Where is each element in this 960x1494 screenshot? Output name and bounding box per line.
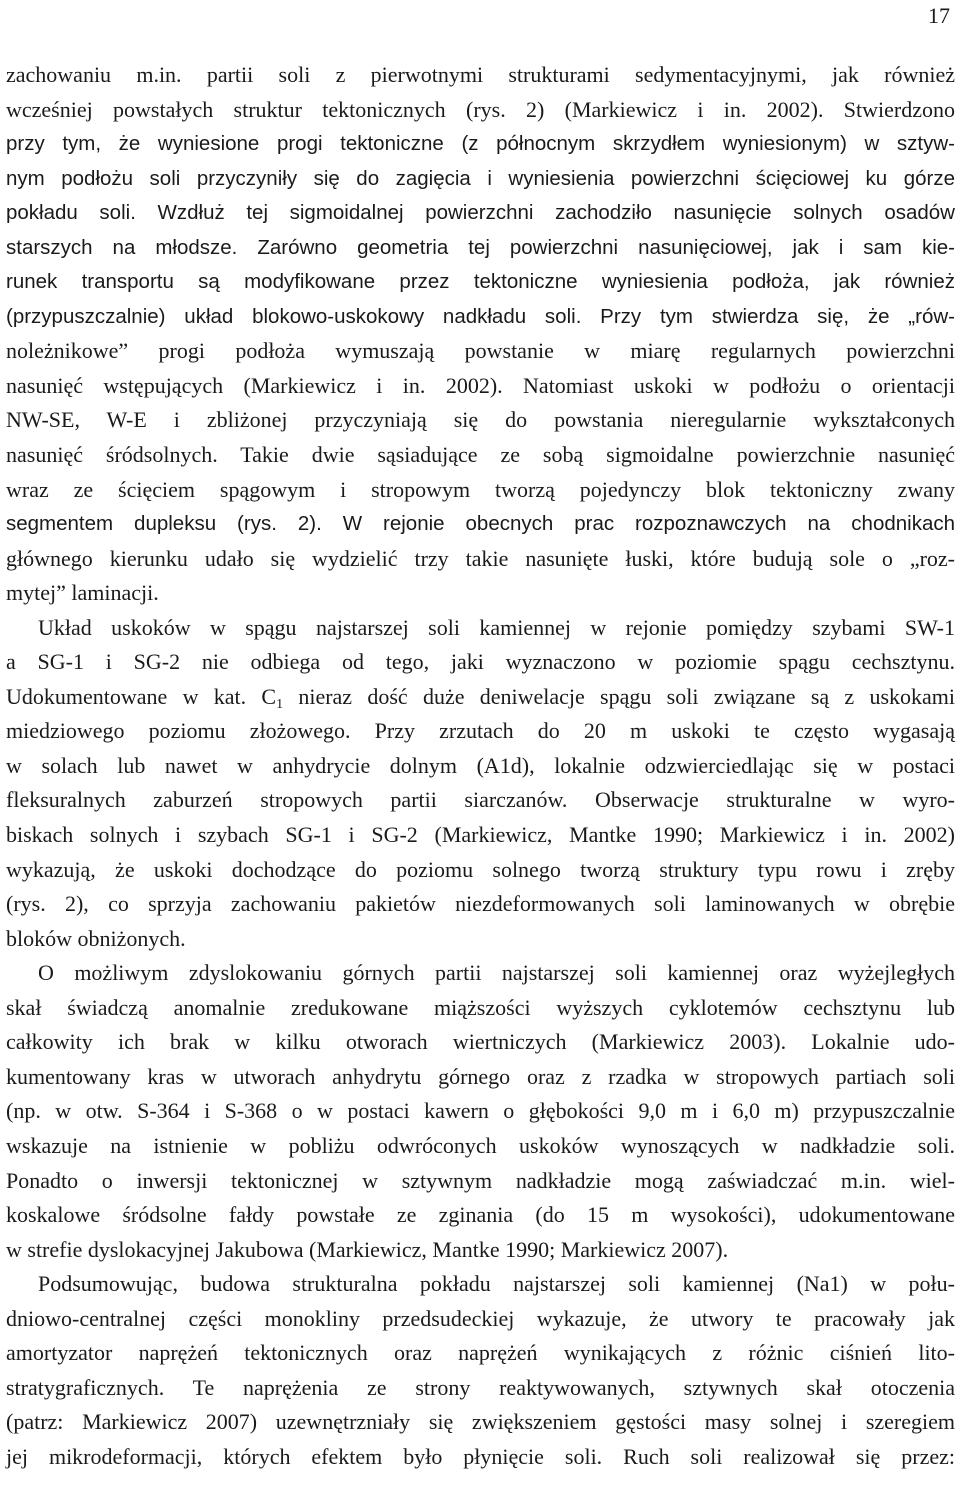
text-line: Ponadto o inwersji tektonicznej w sztywnym nadkładzie mogą zaświadczać m.in. wiel-: [6, 1167, 955, 1193]
text-line: kumentowany kras w utworach anhydrytu górnego oraz z rzadka w stropowych partiach soli: [6, 1063, 955, 1089]
text-line: dniowo-centralnej części monokliny przedsudeckiej wykazuje, że utwory te pracowały jak: [6, 1305, 955, 1331]
text-line: koskalowe śródsolne fałdy powstałe ze zginania (do 15 m wysokości), udokumentowane: [6, 1202, 955, 1228]
text-line: stratygraficznych. Te naprężenia ze strony reaktywowanych, sztywnych skał otoczenia: [6, 1374, 955, 1400]
text-line: w solach lub nawet w anhydrycie dolnym (A1d), lokalnie odzwierciedlając się w postaci: [6, 752, 955, 778]
text-line: NW-SE, W-E i zbliżonej przyczyniają się do powstania nieregularnie wykształconych: [6, 407, 955, 433]
text-line: biskach solnych i szybach SG-1 i SG-2 (Markiewicz, Mantke 1990; Markiewicz i in. 2002): [6, 822, 955, 848]
text-line: wykazują, że uskoki dochodzące do poziomu solnego tworzą struktury typu rowu i zręby: [6, 856, 955, 882]
text-line: Podsumowując, budowa strukturalna pokładu najstarszej soli kamiennej (Na1) w połu-: [38, 1271, 955, 1297]
text-line: w strefie dyslokacyjnej Jakubowa (Markiewicz, Mantke 1990; Markiewicz 2007).: [6, 1236, 729, 1262]
text-line: O możliwym zdyslokowaniu górnych partii najstarszej soli kamiennej oraz wyżejległych: [38, 960, 955, 986]
text-line: wskazuje na istnienie w pobliżu odwróconych uskoków wynoszących w nadkładzie soli.: [6, 1132, 955, 1158]
text-segment: nieraz dość duże deniwelacje spągu soli związane są z uskokami: [283, 683, 956, 709]
page-number: 17: [928, 3, 950, 28]
text-line: [6, 680, 955, 715]
text-line: amortyzator naprężeń tektonicznych oraz naprężeń wynikających z różnic ciśnień lito-: [6, 1340, 955, 1366]
text-line: bloków obniżonych.: [6, 925, 186, 951]
text-line: wraz ze ścięciem spągowym i stropowym tworzą pojedynczy blok tektoniczny zwany: [6, 476, 955, 502]
text-line: (patrz: Markiewicz 2007) uzewnętrzniały się zwiększeniem gęstości masy solnej i szeregiem: [6, 1409, 955, 1435]
text-line: jej mikrodeformacji, których efektem było płynięcie soli. Ruch soli realizował się przez:: [6, 1443, 955, 1469]
text-line: fleksuralnych zaburzeń stropowych partii siarczanów. Obserwacje strukturalne w wyro-: [6, 787, 955, 813]
text-line: głównego kierunku udało się wydzielić trzy takie nasunięte łuski, które budują sole o „roz-: [6, 545, 955, 571]
text-line: pokładu soli. Wzdłuż tej sigmoidalnej powierzchni zachodziło nasunięcie solnych osadów: [6, 201, 955, 225]
text-line: miedziowego poziomu złożowego. Przy zrzutach do 20 m uskoki te często wygasają: [6, 718, 955, 744]
text-line: (przypuszczalnie) układ blokowo-uskokowy nadkładu soli. Przy tym stwierdza się, że „rów-: [6, 304, 955, 328]
text-line: (np. w otw. S-364 i S-368 o w postaci kawern o głębokości 9,0 m i 6,0 m) przypuszczalnie: [6, 1098, 955, 1124]
text-segment: Udokumentowane w kat. C: [6, 683, 277, 709]
text-line: a SG-1 i SG-2 nie odbiega od tego, jaki wyznaczono w poziomie spągu cechsztynu.: [6, 649, 955, 675]
text-line: wcześniej powstałych struktur tektonicznych (rys. 2) (Markiewicz i in. 2002). Stwierdzono: [6, 96, 955, 122]
text-line: mytej” laminacji.: [6, 580, 159, 606]
text-line: nasunięć wstępujących (Markiewicz i in. 2002). Natomiast uskoki w podłożu o orientacji: [6, 372, 955, 398]
text-line: noleżnikowe” progi podłoża wymuszają powstanie w miarę regularnych powierzchni: [6, 338, 955, 364]
text-line: runek transportu są modyfikowane przez tektoniczne wyniesienia podłoża, jak również: [6, 270, 955, 294]
text-line: (rys. 2), co sprzyja zachowaniu pakietów niezdeformowanych soli laminowanych w obrębie: [6, 891, 955, 917]
text-line: starszych na młodsze. Zarówno geometria tej powierzchni nasunięciowej, jak i sam kie-: [6, 235, 955, 259]
text-line: segmentem dupleksu (rys. 2). W rejonie obecnych prac rozpoznawczych na chodnikach: [6, 512, 955, 536]
text-line: przy tym, że wyniesione progi tektoniczne (z północnym skrzydłem wyniesionym) w sztyw-: [6, 132, 955, 156]
text-line: nym podłożu soli przyczyniły się do zagięcia i wyniesienia powierzchni ścięciowej ku górze: [6, 166, 955, 190]
text-line: całkowity ich brak w kilku otworach wiertniczych (Markiewicz 2003). Lokalnie udo-: [6, 1029, 955, 1055]
subscript: 1: [276, 696, 284, 712]
text-line: zachowaniu m.in. partii soli z pierwotnymi strukturami sedymentacyjnymi, jak również: [6, 62, 955, 87]
text-line: nasunięć śródsolnych. Takie dwie sąsiadujące ze sobą sigmoidalne powierzchnie nasunięć: [6, 442, 955, 468]
text-line: skał świadczą anomalnie zredukowane miąższości wyższych cyklotemów cechsztynu lub: [6, 994, 955, 1020]
body-text: [6, 58, 955, 1474]
text-line: Układ uskoków w spągu najstarszej soli kamiennej w rejonie pomiędzy szybami SW-1: [38, 614, 955, 640]
